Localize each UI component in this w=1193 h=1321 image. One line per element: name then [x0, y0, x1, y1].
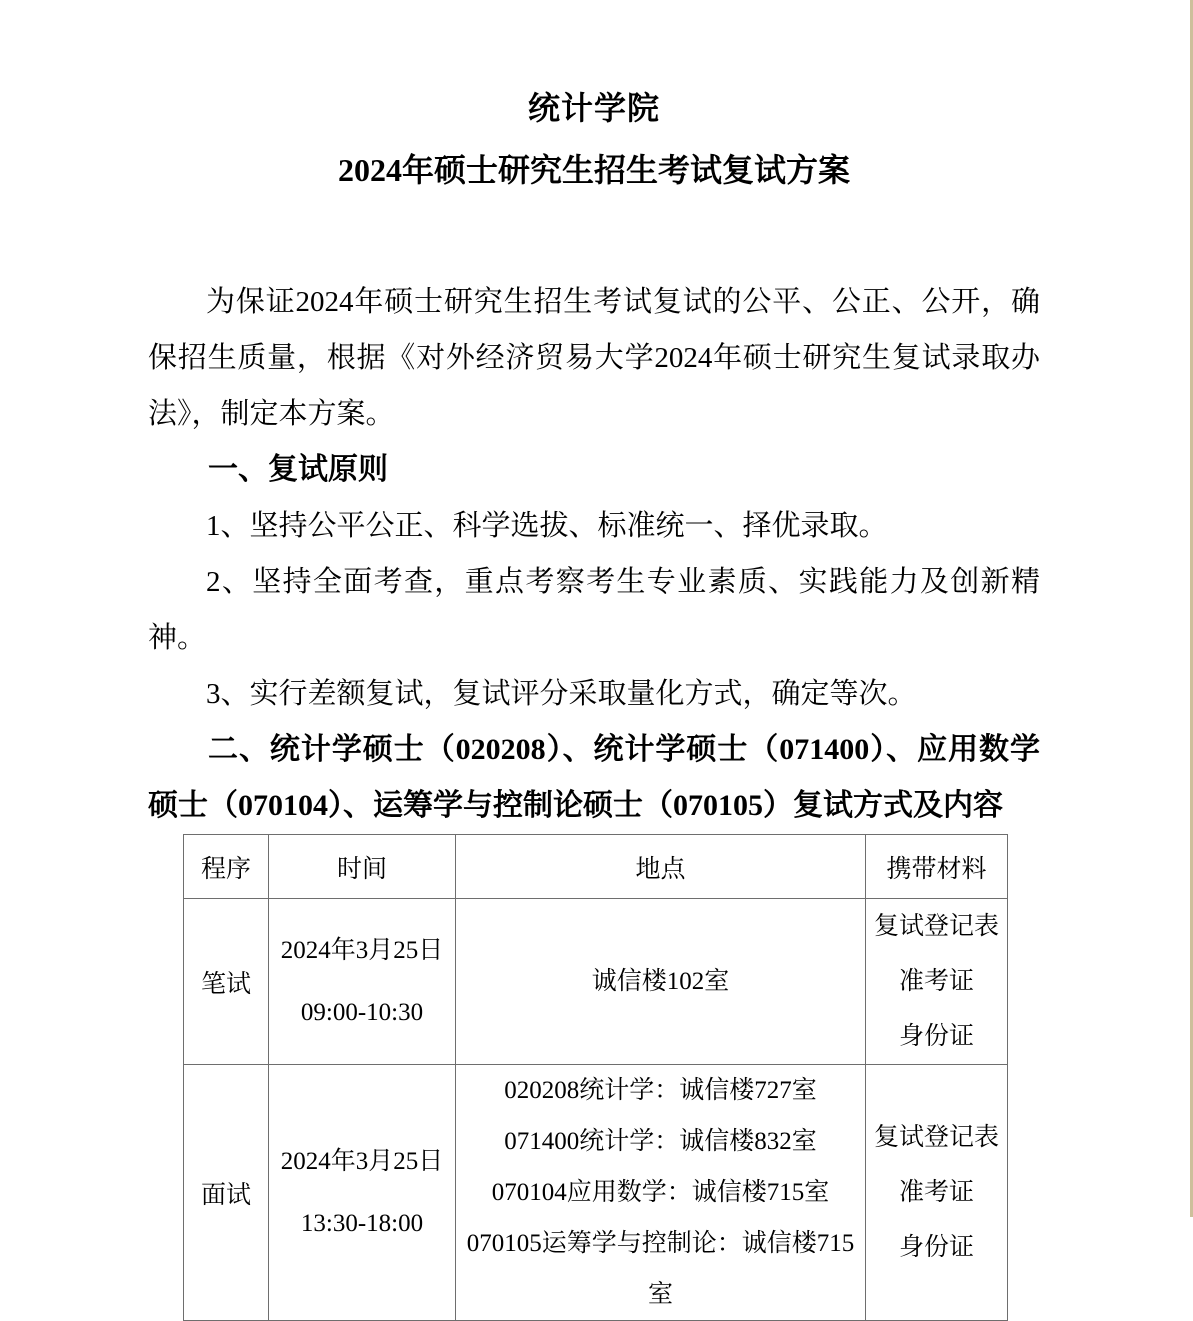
location-item: 070104应用数学：诚信楼715室 — [491, 1179, 830, 1206]
col-header-procedure: 程序 — [184, 835, 269, 899]
material-item: 准考证 — [898, 968, 974, 995]
time-block — [269, 923, 455, 1041]
section-2-heading: 二、统计学硕士（020208）、统计学硕士（071400）、应用数学硕士（070104）、运筹学与控制论硕士（070105）复试方式及内容 — [148, 733, 1040, 822]
location-list — [456, 1065, 865, 1320]
material-item: 复试登记表 — [873, 913, 999, 940]
time-range: 09:00-10:30 — [300, 998, 424, 1026]
cell-procedure: 笔试 — [184, 899, 269, 1065]
table-row-written-exam — [184, 899, 1008, 1065]
location-item: 071400统计学：诚信楼832室 — [504, 1128, 817, 1155]
materials-list — [866, 1110, 1007, 1275]
page-title: 统计学院 — [527, 90, 660, 126]
intro-paragraph: 为保证2024年硕士研究生招生考试复试的公平、公正、公开，确保招生质量，根据《对外经济贸易大学2024年硕士研究生复试录取办法》，制定本方案。 — [148, 286, 1040, 430]
materials-list — [866, 899, 1007, 1064]
material-item: 准考证 — [898, 1179, 974, 1206]
cell-location — [456, 1065, 866, 1321]
table-row-interview — [184, 1065, 1008, 1321]
col-header-time: 时间 — [269, 835, 456, 899]
time-block — [269, 1134, 455, 1252]
location-item: 020208统计学：诚信楼727室 — [504, 1077, 817, 1104]
cell-materials — [866, 899, 1008, 1065]
cell-time — [269, 1065, 456, 1321]
time-range: 13:30-18:00 — [300, 1209, 424, 1237]
principle-item-3: 3、实行差额复试，复试评分采取量化方式，确定等次。 — [206, 678, 917, 710]
time-date: 2024年3月25日 — [280, 1147, 444, 1175]
col-header-materials: 携带材料 — [866, 835, 1008, 899]
location-item: 诚信楼102室 — [591, 968, 730, 995]
cell-procedure: 面试 — [184, 1065, 269, 1321]
location-list — [456, 956, 865, 1007]
page-subtitle: 2024年硕士研究生招生考试复试方案 — [337, 152, 850, 188]
cell-materials — [866, 1065, 1008, 1321]
document-page — [148, 0, 1040, 1321]
section-1-heading: 一、复试原则 — [208, 453, 388, 486]
material-item: 身份证 — [898, 1023, 974, 1050]
material-item: 复试登记表 — [873, 1124, 999, 1151]
cell-location — [456, 899, 866, 1065]
time-date: 2024年3月25日 — [280, 936, 444, 964]
material-item: 身份证 — [898, 1234, 974, 1261]
col-header-location: 地点 — [456, 835, 866, 899]
schedule-table — [183, 834, 1008, 1321]
cell-time — [269, 899, 456, 1065]
location-item: 070105运筹学与控制论：诚信楼715室 — [466, 1230, 855, 1308]
principle-item-2: 2、坚持全面考查，重点考察考生专业素质、实践能力及创新精神。 — [148, 566, 1040, 654]
principle-item-1: 1、坚持公平公正、科学选拔、标准统一、择优录取。 — [206, 510, 888, 542]
table-header-row — [184, 835, 1008, 899]
